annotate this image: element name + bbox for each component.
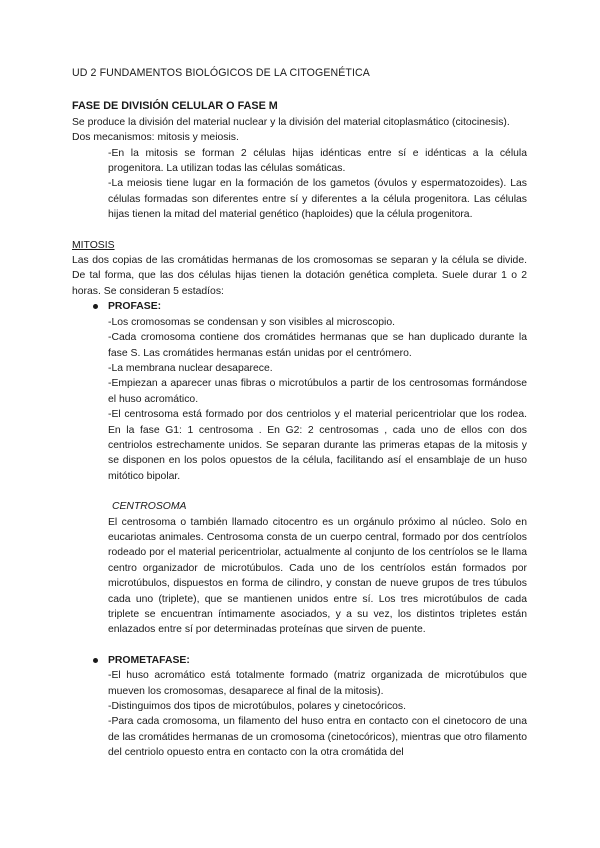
mitosis-intro: Las dos copias de las cromátidas hermanas de los cromosomas se separan y la célula se divide. De tal forma, que las dos células hijas tienen la dotación genética completa. Suele durar 1 o 2 horas. Se consideran 5 estadíos: [72, 255, 527, 297]
document-body [72, 66, 527, 761]
prometafase-point: -Distinguimos dos tipos de microtúbulos, polares y cinetocóricos. [108, 701, 406, 713]
mitosis-heading-text: MITOSIS [72, 239, 115, 251]
profase-point: -La membrana nuclear desaparece. [108, 362, 273, 374]
profase-point: -Cada cromosoma contiene dos cromátides hermanas que se han duplicado durante la fase S. Las cromátides hermanas están unidas por el centrómero. [108, 332, 527, 359]
phase-intro: Se produce la división del material nuclear y la división del material citoplasmático (citocinesis). [72, 116, 510, 128]
meiosis-point: -La meiosis tiene lugar en la formación de los gametos (óvulos y espermatozoides). Las células formadas son diferentes entre sí y diferentes a la célula progenitora. Las células hijas tienen la mitad del material genético (haploides) que la célula progenitora. [108, 178, 527, 221]
centrosoma-text: El centrosoma o también llamado citocentro es un orgánulo próximo al núcleo. Solo en eucariotas animales. Centrosoma consta de un cuerpo central, formado por dos centríolos rodeado por el material pericentriolar, actualmente al conjunto de los centríolos se le llama centro organizador de microtúbulos. Cada uno de los centríolos están formados por microtúbulos, dispuestos en forma de cilindro, y constan de nueve grupos de tres túbulos cada uno (triplete), que se mantienen unidos entre sí. Los tres microtúbulos de cada triplete se encuentran íntimamente asociados, y a su vez, los distintos tripletes están enlazados entre sí por determinadas proteínas que sirven de puente. [108, 516, 527, 636]
mitosis-point: -En la mitosis se forman 2 células hijas idénticas entre sí e idénticas a la célula progenitora. La utilizan todas las células somáticas. [108, 147, 527, 175]
phase-mechanisms: Dos mecanismos: mitosis y meiosis. [72, 132, 239, 144]
prometafase-section [72, 653, 527, 761]
profase-section [72, 299, 527, 484]
profase-point: -Los cromosomas se condensan y son visibles al microscopio. [108, 316, 396, 328]
phase-heading: FASE DE DIVISIÓN CELULAR O FASE M [72, 100, 278, 113]
mitosis-heading [72, 238, 527, 253]
centrosoma-heading-text: CENTROSOMA [112, 501, 187, 513]
profase-point: -El centrosoma está formado por dos centriolos y el material pericentriolar que los rodea. En la fase G1: 1 centrosoma . En G2: 2 centrosomas , cada uno de ellos con dos centriolos estrechamente unidos. Se separan durante las primeras etapas de la mitosis y se disponen en los polos opuestos de la célula, facilitando así el ensamblaje de un huso mitótico bipolar. [108, 409, 527, 482]
bullet-icon [93, 658, 98, 663]
centrosoma-heading [72, 499, 527, 514]
prometafase-heading: PROMETAFASE: [108, 654, 190, 666]
bullet-icon [93, 304, 98, 309]
document-title: UD 2 FUNDAMENTOS BIOLÓGICOS DE LA CITOGENÉTICA [72, 67, 370, 79]
profase-point: -Empiezan a aparecer unas fibras o microtúbulos a partir de los centrosomas formándose el huso acromático. [108, 378, 527, 405]
profase-heading: PROFASE: [108, 301, 162, 313]
prometafase-point: -El huso acromático está totalmente formado (matriz organizada de microtúbulos que mueven los cromosomas, desaparece al final de la mitosis). [108, 670, 527, 697]
prometafase-point: -Para cada cromosoma, un filamento del huso entra en contacto con el cinetocoro de una de las cromátides hermanas de un cromosoma (cinetocóricos), mientras que otro filamento del centriolo opuesto entra en contacto con la otra cromátida del [108, 716, 527, 759]
